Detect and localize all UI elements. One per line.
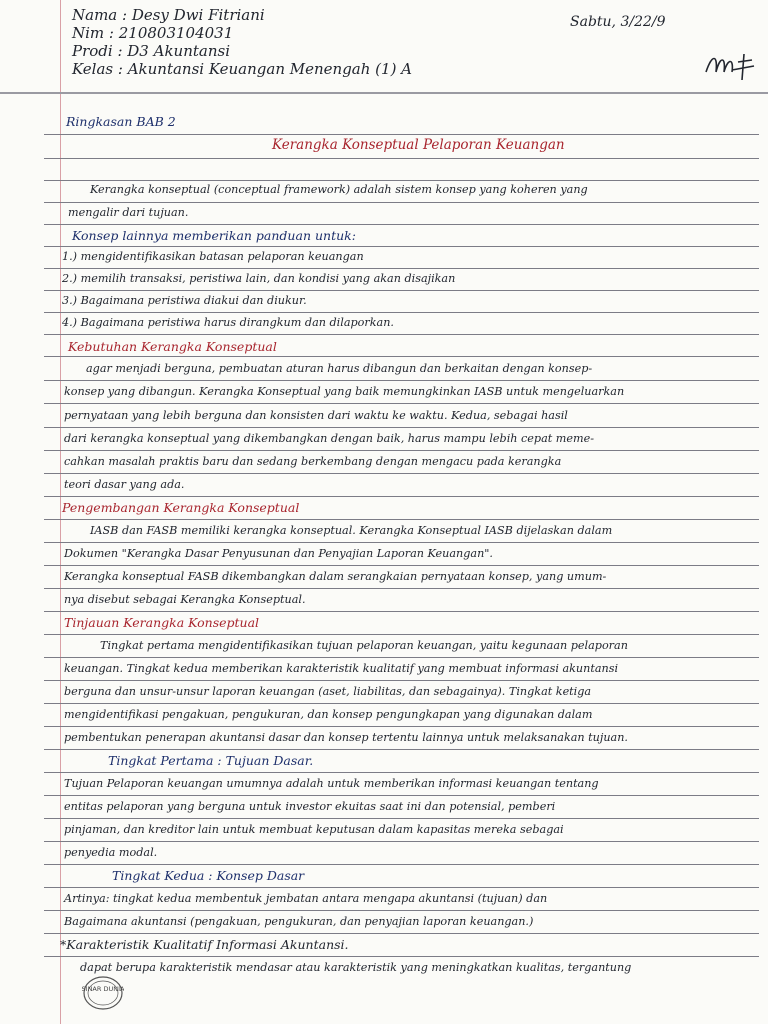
list-item: 2.) memilih transaksi, peristiwa lain, dan kondisi yang akan disajikan: [62, 272, 456, 285]
ruled-line: [44, 772, 759, 773]
ruled-line: [44, 134, 759, 135]
section-subheading: *Karakteristik Kualitatif Informasi Akuntansi.: [60, 937, 349, 952]
text-line: Tujuan Pelaporan keuangan umumnya adalah untuk memberikan informasi keuangan tentang: [64, 777, 599, 790]
ruled-line: [44, 910, 759, 911]
text-line: teori dasar yang ada.: [64, 478, 185, 491]
ruled-line: [44, 427, 759, 428]
ruled-line: [44, 657, 759, 658]
ruled-line: [44, 158, 759, 159]
ruled-line: [44, 933, 759, 934]
section-subheading: Tingkat Pertama : Tujuan Dasar.: [108, 753, 314, 768]
text-line: Kerangka konseptual FASB dikembangkan dalam serangkaian pernyataan konsep, yang umum-: [64, 570, 607, 583]
ruled-line: [44, 864, 759, 865]
section-subheading: Tingkat Kedua : Konsep Dasar: [112, 868, 305, 883]
ruled-line: [44, 473, 759, 474]
ruled-line: [44, 841, 759, 842]
chapter-heading: Ringkasan BAB 2: [66, 114, 176, 129]
student-nim: Nim : 210803104031: [72, 24, 234, 42]
ruled-line: [44, 180, 759, 181]
ruled-line: [44, 565, 759, 566]
text-line: keuangan. Tingkat kedua memberikan karakteristik kualitatif yang membuat informasi akuntansi: [64, 662, 619, 675]
ruled-line: [44, 634, 759, 635]
text-line: Kerangka konseptual (conceptual framework) adalah sistem konsep yang koheren yang: [90, 183, 588, 196]
list-item: 1.) mengidentifikasikan batasan pelaporan keuangan: [62, 250, 364, 263]
ruled-line: [44, 403, 759, 404]
text-line: mengidentifikasi pengakuan, pengukuran, dan konsep pengungkapan yang digunakan dalam: [64, 708, 593, 721]
text-line: cahkan masalah praktis baru dan sedang berkembang dengan mengacu pada kerangka: [64, 455, 562, 468]
text-line: pembentukan penerapan akuntansi dasar dan konsep tertentu lainnya untuk melaksanakan tujuan.: [64, 731, 628, 744]
ruled-line: [44, 818, 759, 819]
ruled-line: [44, 450, 759, 451]
ruled-line: [44, 496, 759, 497]
ruled-line: [44, 726, 759, 727]
ruled-line: [44, 246, 759, 247]
text-line: nya disebut sebagai Kerangka Konseptual.: [64, 593, 306, 606]
ruled-line: [44, 588, 759, 589]
ruled-line: [44, 519, 759, 520]
student-class: Kelas : Akuntansi Keuangan Menengah (1) A: [72, 60, 413, 78]
student-prodi: Prodi : D3 Akuntansi: [72, 42, 230, 60]
section-heading: Kebutuhan Kerangka Konseptual: [68, 339, 277, 354]
text-line: pinjaman, dan kreditor lain untuk membuat keputusan dalam kapasitas mereka sebagai: [64, 823, 564, 836]
margin-line: [60, 0, 61, 1024]
stamp-label: SINAR DUNIA: [82, 985, 124, 993]
ruled-line: [44, 611, 759, 612]
text-line: agar menjadi berguna, pembuatan aturan harus dibangun dan berkaitan dengan konsep-: [86, 362, 593, 375]
date: Sabtu, 3/22/9: [570, 14, 666, 30]
list-item: 3.) Bagaimana peristiwa diakui dan diukur.: [62, 294, 307, 307]
text-line: Tingkat pertama mengidentifikasikan tujuan pelaporan keuangan, yaitu kegunaan pelaporan: [100, 639, 628, 652]
ruled-line: [44, 680, 759, 681]
list-item: 4.) Bagaimana peristiwa harus dirangkum dan dilaporkan.: [62, 316, 394, 329]
ruled-line: [44, 380, 759, 381]
ruled-line: [44, 887, 759, 888]
ruled-line: [44, 356, 759, 357]
ruled-line: [44, 334, 759, 335]
ruled-line: [44, 703, 759, 704]
ruled-line: [44, 749, 759, 750]
ruled-line: [44, 795, 759, 796]
ruled-line: [44, 956, 759, 957]
ruled-line: [44, 542, 759, 543]
ruled-line: [44, 202, 759, 203]
text-line: Bagaimana akuntansi (pengakuan, pengukuran, dan penyajian laporan keuangan.): [64, 915, 534, 928]
ruled-line: [44, 312, 759, 313]
text-line: entitas pelaporan yang berguna untuk investor ekuitas saat ini dan potensial, pemberi: [64, 800, 556, 813]
ruled-line: [44, 224, 759, 225]
text-line: dapat berupa karakteristik mendasar atau karakteristik yang meningkatkan kualitas, tergantung: [80, 961, 632, 974]
text-line: konsep yang dibangun. Kerangka Konseptual yang baik memungkinkan IASB untuk mengeluarkan: [64, 385, 625, 398]
text-line: Dokumen "Kerangka Dasar Penyusunan dan Penyajian Laporan Keuangan".: [64, 547, 493, 560]
signature-icon: [704, 48, 756, 82]
page-title: Kerangka Konseptual Pelaporan Keuangan: [272, 137, 565, 153]
section-subheading: Konsep lainnya memberikan panduan untuk:: [72, 228, 356, 243]
text-line: Artinya: tingkat kedua membentuk jembatan antara mengapa akuntansi (tujuan) dan: [64, 892, 548, 905]
text-line: pernyataan yang lebih berguna dan konsisten dari waktu ke waktu. Kedua, sebagai hasil: [64, 409, 568, 422]
student-name: Nama : Desy Dwi Fitriani: [72, 6, 265, 24]
section-heading: Tinjauan Kerangka Konseptual: [64, 615, 260, 630]
text-line: berguna dan unsur-unsur laporan keuangan (aset, liabilitas, dan sebagainya). Tingkat ketiga: [64, 685, 592, 698]
ruled-line: [44, 290, 759, 291]
section-heading: Pengembangan Kerangka Konseptual: [62, 500, 300, 515]
text-line: dari kerangka konseptual yang dikembangkan dengan baik, harus mampu lebih cepat meme-: [64, 432, 595, 445]
text-line: IASB dan FASB memiliki kerangka konseptual. Kerangka Konseptual IASB dijelaskan dalam: [90, 524, 613, 537]
text-line: mengalir dari tujuan.: [68, 206, 189, 219]
text-line: penyedia modal.: [64, 846, 158, 859]
ruled-line: [44, 268, 759, 269]
brand-stamp-icon: [82, 972, 124, 1014]
header-divider: [0, 92, 768, 94]
